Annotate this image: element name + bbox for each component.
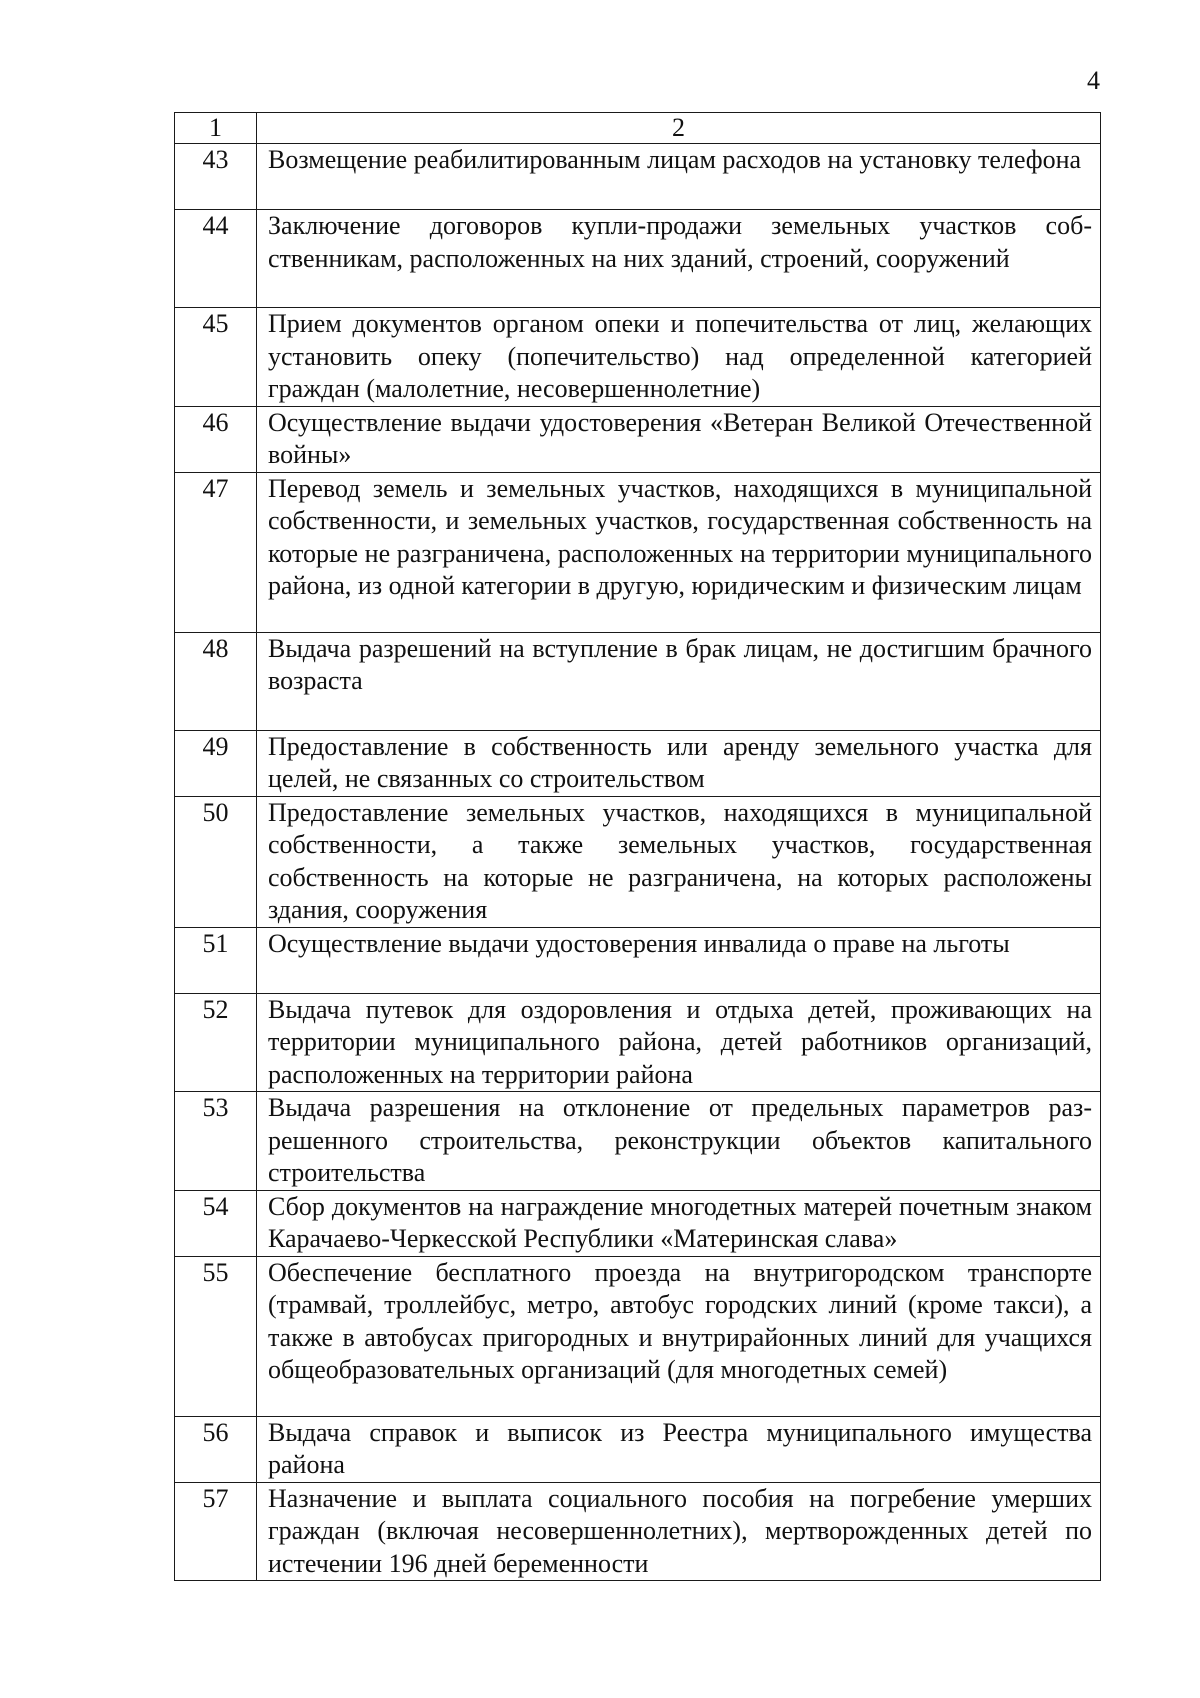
table-row (175, 210, 1101, 308)
row-number: 57 (175, 1482, 257, 1581)
row-service-text: Выдача справок и выписок из Реестра муниципального имущества района (257, 1416, 1101, 1482)
row-number: 45 (175, 308, 257, 407)
row-service-text: Возмещение реабилитированным лицам расходов на установку телефона (257, 144, 1101, 210)
row-number: 53 (175, 1092, 257, 1191)
table-row (175, 1190, 1101, 1256)
row-number: 43 (175, 144, 257, 210)
table-row (175, 1256, 1101, 1416)
row-number: 44 (175, 210, 257, 308)
row-service-text: Предоставление в собственность или аренду земельного участка для целей, не связанных со строительством (257, 730, 1101, 796)
row-number: 46 (175, 406, 257, 472)
header-col-number: 1 (175, 113, 257, 144)
row-number: 47 (175, 472, 257, 632)
row-service-text: Сбор документов на награждение многодетных матерей почетным знаком Карачаево-Черкесской Республики «Материнская слава» (257, 1190, 1101, 1256)
row-service-text: Осуществление выдачи удостоверения «Ветеран Великой Отечественной войны» (257, 406, 1101, 472)
row-number: 56 (175, 1416, 257, 1482)
row-service-text: Заключение договоров купли-продажи земельных участков собственникам, расположенных на них зданий, строений, сооружений (257, 210, 1101, 308)
row-service-text: Предоставление земельных участков, находящихся в муниципальной собственности, а также земельных участков, государственная собственность на которые не разграничена, на которых расположены здания, сооружения (257, 796, 1101, 927)
row-service-text: Назначение и выплата социального пособия на погребение умерших граждан (включая несовершеннолетних), мертворожденных детей по истечении 196 дней беременности (257, 1482, 1101, 1581)
header-col-text: 2 (257, 113, 1101, 144)
table-row (175, 993, 1101, 1092)
table-row (175, 632, 1101, 730)
table-row (175, 472, 1101, 632)
table-row (175, 1416, 1101, 1482)
table-row (175, 1482, 1101, 1581)
row-service-text: Выдача разрешения на отклонение от предельных параметров разрешенного строительства, реконструкции объектов капитального строительства (257, 1092, 1101, 1191)
table-row (175, 1092, 1101, 1191)
row-number: 50 (175, 796, 257, 927)
row-service-text: Выдача разрешений на вступление в брак лицам, не достигшим брачного возраста (257, 632, 1101, 730)
row-service-text: Прием документов органом опеки и попечительства от лиц, желающих установить опеку (попечительство) над определенной категорией граждан (малолетние, несовершеннолетние) (257, 308, 1101, 407)
row-service-text: Осуществление выдачи удостоверения инвалида о праве на льготы (257, 927, 1101, 993)
row-number: 51 (175, 927, 257, 993)
services-table (174, 112, 1101, 1581)
table-row (175, 927, 1101, 993)
row-service-text: Выдача путевок для оздоровления и отдыха детей, проживающих на территории муниципального района, детей работников организаций, расположенных на территории района (257, 993, 1101, 1092)
row-number: 55 (175, 1256, 257, 1416)
row-number: 49 (175, 730, 257, 796)
table-row (175, 144, 1101, 210)
row-number: 54 (175, 1190, 257, 1256)
table-row (175, 796, 1101, 927)
table-row (175, 308, 1101, 407)
table-header-row (175, 113, 1101, 144)
page-number: 4 (1087, 66, 1100, 95)
row-service-text: Обеспечение бесплатного проезда на внутригородском транспорте (трамвай, троллейбус, метро, автобус городских линий (кроме такси), а также в автобусах пригородных и внутрирайонных линий для учащихся общеобразовательных организаций (для многодетных семей) (257, 1256, 1101, 1416)
row-number: 52 (175, 993, 257, 1092)
table-body (175, 113, 1101, 1581)
table-row (175, 730, 1101, 796)
row-number: 48 (175, 632, 257, 730)
row-service-text: Перевод земель и земельных участков, находящихся в муниципальной собственности, и земельных участков, государственная собственность на которые не разграничена, расположенных на территории муниципального района, из одной категории в другую, юридическим и физическим лицам (257, 472, 1101, 632)
table-row (175, 406, 1101, 472)
